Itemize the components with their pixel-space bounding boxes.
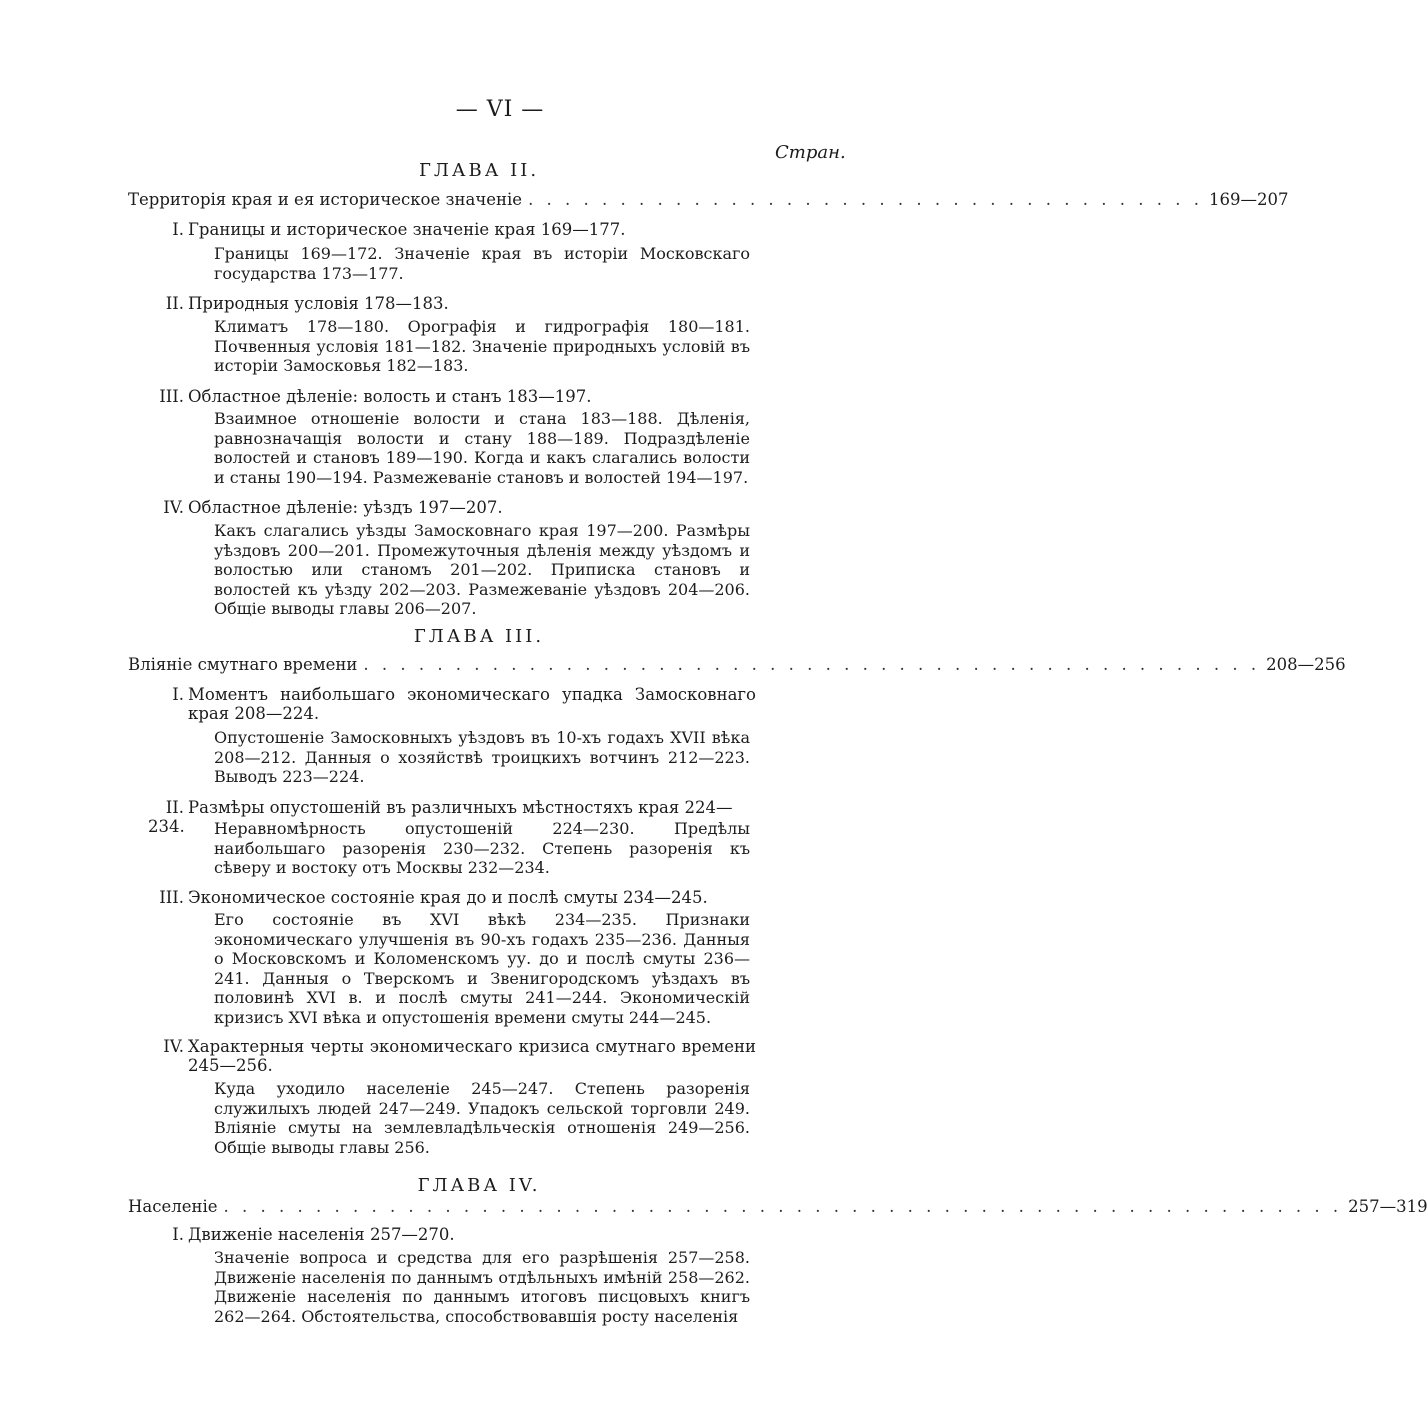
section-description: Куда уходило населеніе 245—247. Степень разоренія служилыхъ людей 247—249. Упадокъ сельской торговли 249. Вліяніе смуты на землевладѣльческія отношенія 249—256. Общіе выводы главы 256.: [214, 1079, 750, 1157]
section-heading: [148, 888, 756, 907]
section-title: Природныя условія 178—183.: [188, 294, 449, 313]
section-number: IV.: [163, 1037, 184, 1056]
section-title: Характерныя черты экономическаго кризиса смутнаго времени 245—256.: [188, 1037, 756, 1075]
section-title: Границы и историческое значеніе края 169—177.: [188, 220, 626, 239]
chapter-entry-title: Вліяніе смутнаго времени: [128, 655, 358, 674]
section-description: Его состояніе въ XVI вѣкѣ 234—235. Признаки экономическаго улучшенія въ 90-хъ годахъ 235—236. Данныя о Московскомъ и Коломенскомъ уу. до и послѣ смуты 236—241. Данныя о Тверскомъ и Звенигородскомъ уѣздахъ въ половинѣ XVI в. и послѣ смуты 241—244. Экономическій кризисъ XVI вѣка и опустошенія времени смуты 244—245.: [214, 910, 750, 1027]
section-description: Какъ слагались уѣзды Замосковнаго края 197—200. Размѣры уѣздовъ 200—201. Промежуточныя дѣленія между уѣздомъ и волостью или станомъ 201—202. Приписка становъ и волостей къ уѣзду 202—203. Размежеваніе уѣздовъ 204—206. Общіе выводы главы 206—207.: [214, 521, 750, 618]
section-heading: [148, 685, 756, 723]
page-column-label: Стран.: [775, 142, 846, 163]
chapter-entry-title: Населеніе: [128, 1197, 218, 1216]
section-description: Опустошеніе Замосковныхъ уѣздовъ въ 10-хъ годахъ XVII вѣка 208—212. Данныя о хозяйствѣ троицкихъ вотчинъ 212—223. Выводъ 223—224.: [214, 728, 750, 786]
section-number: IV.: [163, 498, 184, 517]
chapter-entry-pages: 257—319: [1348, 1197, 1428, 1216]
section-number: I.: [172, 685, 184, 704]
section-title: Областное дѣленіе: волость и станъ 183—197.: [188, 387, 592, 406]
section-heading: [148, 1037, 756, 1075]
leader-dots: . . . . . . . . . . . . . . . . . . . . . . . . . . . . . . . . . . . . . . . . . . . . . . . . .: [363, 655, 1261, 674]
section-number: II.: [165, 798, 184, 817]
section-heading: [148, 498, 756, 517]
section-title: Областное дѣленіе: уѣздъ 197—207.: [188, 498, 503, 517]
leader-dots: . . . . . . . . . . . . . . . . . . . . . . . . . . . . . . . . . . . . . . . . . . . . . . . . . . . . . . . . . . . . .: [223, 1197, 1343, 1216]
section-heading: [148, 220, 756, 239]
section-title: Размѣры опустошеній въ различныхъ мѣстностяхъ края 224—234.: [148, 798, 733, 836]
section-number: I.: [172, 220, 184, 239]
section-number: I.: [172, 1225, 184, 1244]
chapter-entry-title: Территорія края и ея историческое значеніе: [128, 190, 523, 209]
section-description: Значеніе вопроса и средства для его разрѣшенія 257—258. Движеніе населенія по даннымъ отдѣльныхъ имѣній 258—262. Движеніе населенія по даннымъ итоговъ писцовыхъ книгъ 262—264. Обстоятельства, способствовавшія росту населенія: [214, 1248, 750, 1326]
chapter-entry: [128, 1197, 1428, 1216]
section-number: II.: [165, 294, 184, 313]
section-number: III.: [159, 387, 184, 406]
chapter-title: ГЛАВА II.: [418, 160, 540, 181]
chapter-title: ГЛАВА IV.: [417, 1175, 541, 1196]
chapter-entry-pages: 208—256: [1266, 655, 1346, 674]
leader-dots: . . . . . . . . . . . . . . . . . . . . . . . . . . . . . . . . . . . . .: [528, 190, 1203, 209]
section-number: III.: [159, 888, 184, 907]
section-description: Неравномѣрность опустошеній 224—230. Предѣлы наибольшаго разоренія 230—232. Степень разоренія къ сѣверу и востоку отъ Москвы 232—234.: [214, 819, 750, 877]
section-heading: [148, 294, 756, 313]
section-heading: [148, 387, 756, 406]
section-title: Экономическое состояніе края до и послѣ смуты 234—245.: [188, 888, 708, 907]
chapter-entry-pages: 169—207: [1208, 190, 1289, 209]
section-description: Границы 169—172. Значеніе края въ исторіи Московскаго государства 173—177.: [214, 244, 750, 283]
section-title: Движеніе населенія 257—270.: [188, 1225, 455, 1244]
section-description: Взаимное отношеніе волости и стана 183—188. Дѣленія, равнозначащія волости и стану 188—189. Подраздѣленіе волостей и становъ 189—190. Когда и какъ слагались волости и станы 190—194. Размежеваніе становъ и волостей 194—197.: [214, 409, 750, 487]
section-heading: [148, 1225, 756, 1244]
chapter-entry: [128, 655, 1346, 674]
section-title: Моментъ наибольшаго экономическаго упадка Замосковнаго края 208—224.: [188, 685, 756, 723]
section-description: Климатъ 178—180. Орографія и гидрографія 180—181. Почвенныя условія 181—182. Значеніе природныхъ условій въ исторіи Замосковья 182—183.: [214, 317, 750, 375]
chapter-entry: [128, 190, 1289, 209]
page-number: — VI —: [455, 97, 545, 122]
chapter-title: ГЛАВА III.: [413, 626, 545, 647]
